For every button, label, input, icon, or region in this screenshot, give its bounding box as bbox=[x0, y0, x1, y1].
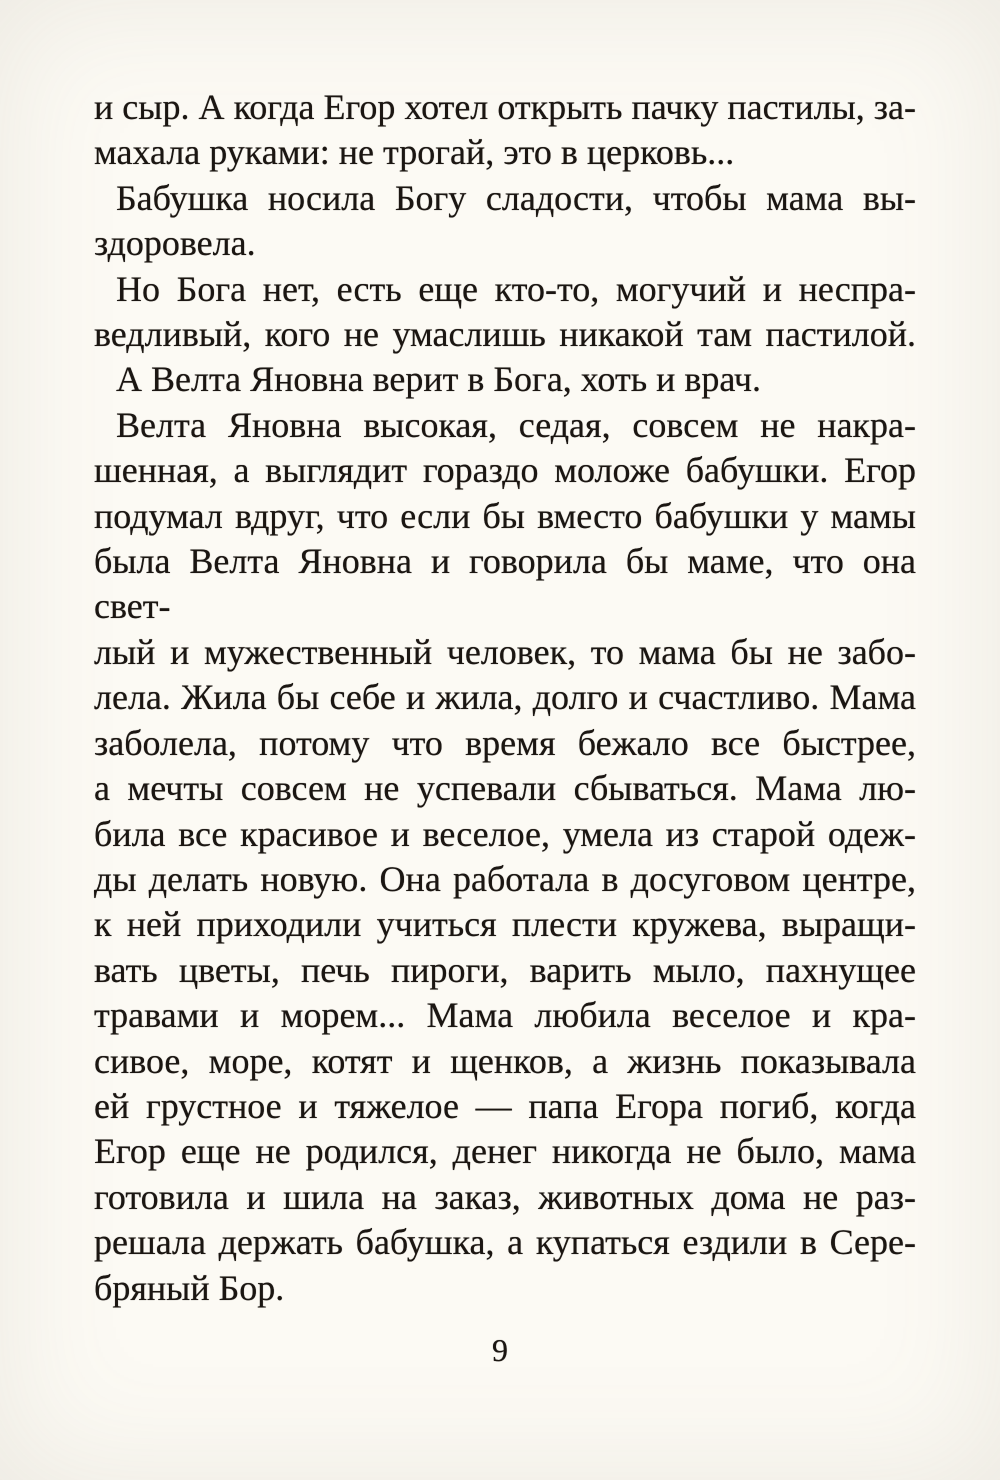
text-line: и сыр. А когда Егор хотел открыть пачку пастилы, за- bbox=[94, 87, 916, 127]
text-line: решала держать бабушка, а купаться ездили в Сере- bbox=[94, 1222, 916, 1263]
text-line: шенная, а выглядит гораздо моложе бабушки. Егор bbox=[94, 450, 916, 491]
text-line: ды делать новую. Она работала в досуговом центре, bbox=[94, 858, 916, 899]
text-line: махала руками: не трогай, это в церковь... bbox=[94, 132, 735, 173]
text-line: травами и морем... Мама любила веселое и кра- bbox=[94, 995, 916, 1036]
text-line: лый и мужественный человек, то мама бы не забо- bbox=[94, 631, 916, 672]
text-line: ей грустное и тяжелое — папа Егора погиб, когда bbox=[94, 1085, 916, 1126]
text-line: а мечты совсем не успевали сбываться. Мама лю- bbox=[94, 768, 916, 809]
text-line: заболела, потому что время бежало все быстрее, bbox=[94, 722, 916, 763]
text-line: была Велта Яновна и говорила бы маме, что она свет- bbox=[94, 541, 916, 627]
text-line: готовила и шила на заказ, животных дома не раз- bbox=[94, 1176, 916, 1217]
text-line: сивое, море, котят и щенков, а жизнь показывала bbox=[94, 1040, 916, 1081]
text-line: лела. Жила бы себе и жила, долго и счастливо. Мама bbox=[94, 677, 916, 718]
text-line: бряный Бор. bbox=[94, 1267, 285, 1308]
text-line: Велта Яновна высокая, седая, совсем не накра- bbox=[116, 404, 916, 445]
text-line: ведливый, кого не умаслишь никакой там пастилой. bbox=[94, 314, 916, 355]
text-line: А Велта Яновна верит в Бога, хоть и врач. bbox=[116, 359, 762, 400]
text-line: Бабушка носила Богу сладости, чтобы мама вы- bbox=[116, 177, 916, 218]
text-line: била все красивое и веселое, умела из старой одеж- bbox=[94, 813, 916, 854]
text-line: подумал вдруг, что если бы вместо бабушки у мамы bbox=[94, 495, 916, 536]
text-line: к ней приходили учиться плести кружева, выращи- bbox=[94, 904, 916, 945]
page-number: 9 bbox=[492, 1332, 508, 1368]
text-line: вать цветы, печь пироги, варить мыло, пахнущее bbox=[94, 949, 916, 990]
text-line: Но Бога нет, есть еще кто-то, могучий и неспра- bbox=[116, 268, 916, 309]
text-line: здоровела. bbox=[94, 223, 256, 264]
text-line: Егор еще не родился, денег никогда не было, мама bbox=[94, 1131, 916, 1172]
page-text-block bbox=[94, 85, 916, 1311]
